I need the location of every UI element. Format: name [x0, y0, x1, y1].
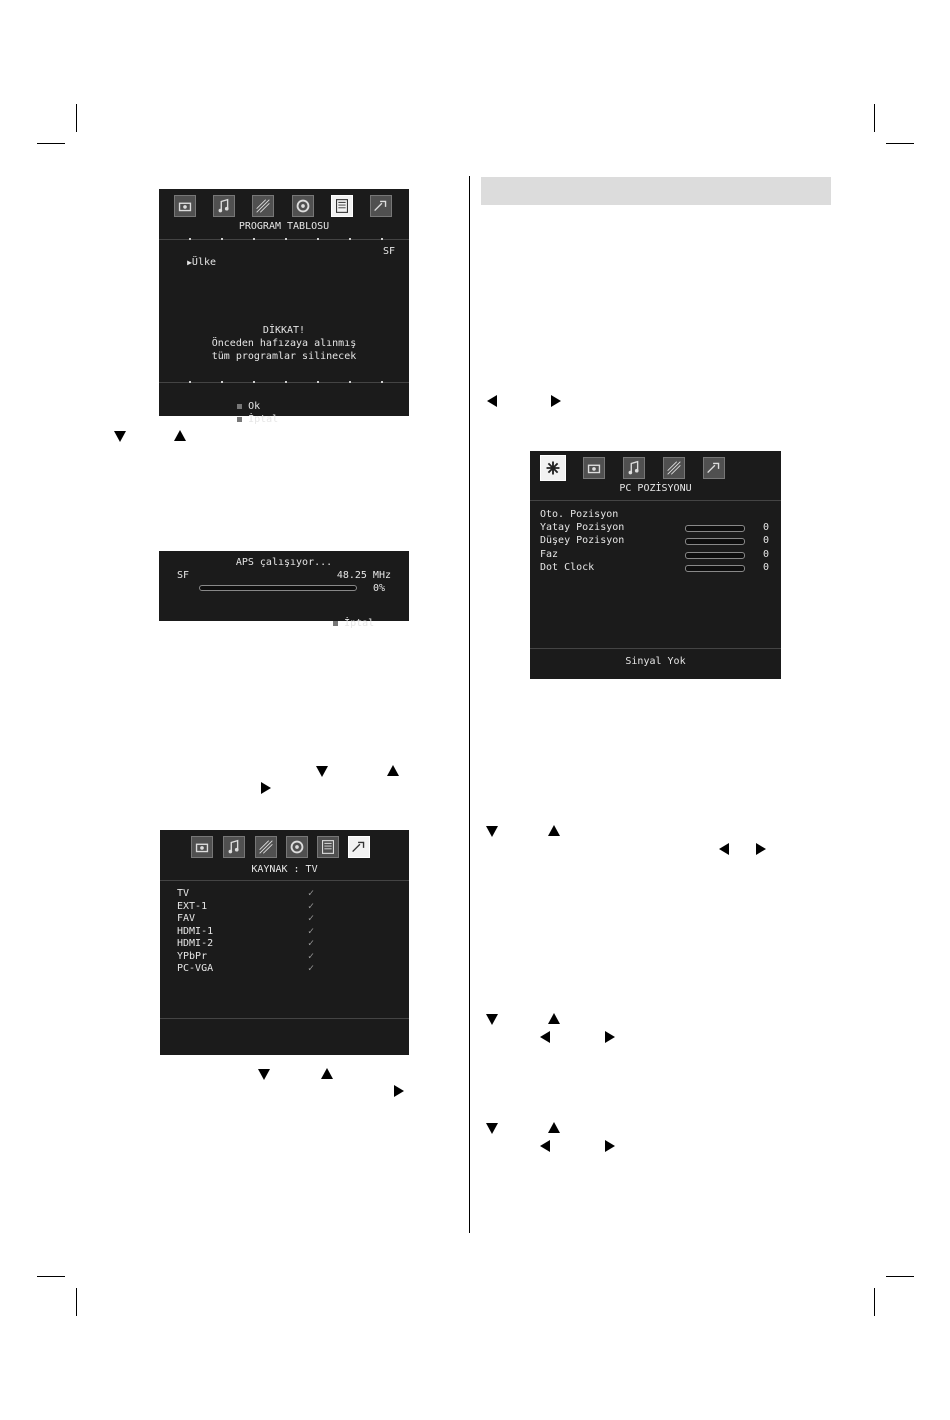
- aps-frequency: 48.25 MHz: [336, 570, 391, 581]
- crop-mark: [874, 1288, 875, 1316]
- left-arrow-icon: [540, 1140, 550, 1152]
- right-arrow-icon: [551, 395, 561, 407]
- sound-icon[interactable]: [223, 836, 245, 858]
- warning-title: DİKKAT!: [262, 325, 306, 336]
- pc-setting-slider[interactable]: [685, 565, 745, 572]
- program-table-screen: [159, 189, 409, 425]
- sound-icon[interactable]: [213, 195, 235, 217]
- crop-mark: [76, 104, 77, 132]
- divider: [530, 500, 781, 502]
- right-arrow-icon: [394, 1085, 404, 1097]
- warning-line-1: Önceden hafızaya alınmış: [211, 338, 357, 349]
- check-icon: ✓: [308, 888, 315, 899]
- right-arrow-icon: [261, 782, 271, 794]
- feature-icon[interactable]: [663, 457, 685, 479]
- source-item[interactable]: EXT-1: [177, 900, 208, 912]
- sound-icon[interactable]: [623, 457, 645, 479]
- country-label: Ülke: [191, 257, 217, 268]
- source-item[interactable]: HDMI-2: [177, 938, 214, 949]
- pc-setting-value: 0: [762, 522, 769, 533]
- pc-setting-slider[interactable]: [685, 538, 745, 545]
- feature-icon[interactable]: [252, 195, 274, 217]
- pc-setting-label[interactable]: Faz: [540, 548, 559, 560]
- country-row[interactable]: [163, 246, 216, 279]
- down-arrow-icon: [316, 766, 328, 777]
- cancel-option[interactable]: İptal: [213, 403, 278, 436]
- source-item[interactable]: PC-VGA: [177, 963, 214, 974]
- right-arrow-icon: [605, 1140, 615, 1152]
- screen-title: KAYNAK : TV: [251, 864, 318, 875]
- picture-icon[interactable]: [583, 457, 605, 479]
- column-divider: [469, 176, 470, 1233]
- source-item[interactable]: YPbPr: [177, 950, 208, 962]
- divider: [159, 239, 409, 241]
- left-arrow-icon: [487, 395, 497, 407]
- program-table-icon[interactable]: [331, 195, 353, 217]
- program-table-icon[interactable]: [317, 836, 339, 858]
- up-arrow-icon: [548, 1013, 560, 1024]
- left-arrow-icon: [719, 843, 729, 855]
- up-arrow-icon: [548, 1122, 560, 1133]
- selection-arrow-icon: ▶: [187, 258, 192, 267]
- crop-mark: [886, 143, 914, 144]
- check-icon: ✓: [308, 913, 315, 924]
- aps-cancel-option[interactable]: İptal: [309, 607, 374, 640]
- feature-icon[interactable]: [255, 836, 277, 858]
- divider: [159, 382, 409, 384]
- divider: [160, 880, 409, 882]
- left-arrow-icon: [540, 1031, 550, 1043]
- pc-setting-label[interactable]: Düşey Pozisyon: [540, 535, 625, 547]
- source-item[interactable]: TV: [177, 888, 190, 899]
- picture-icon[interactable]: [174, 195, 196, 217]
- crop-mark: [37, 143, 65, 144]
- screen-title: PROGRAM TABLOSU: [238, 221, 330, 232]
- up-arrow-icon: [321, 1068, 333, 1079]
- aps-progress-bar: [199, 585, 357, 591]
- down-arrow-icon: [486, 826, 498, 837]
- screen-title: PC POZİSYONU: [619, 483, 692, 494]
- crop-mark: [874, 104, 875, 132]
- aps-progress-text: 0%: [372, 583, 385, 594]
- status-text: Sinyal Yok: [625, 656, 686, 667]
- source-icon[interactable]: [370, 195, 392, 217]
- check-icon: ✓: [308, 900, 315, 912]
- pc-setting-value: 0: [762, 561, 769, 573]
- divider: [530, 648, 781, 650]
- crop-mark: [76, 1288, 77, 1316]
- down-arrow-icon: [114, 431, 126, 442]
- warning-line-2: tüm programlar silinecek: [211, 351, 357, 362]
- right-arrow-icon: [756, 843, 766, 855]
- down-arrow-icon: [486, 1123, 498, 1134]
- check-icon: ✓: [308, 963, 315, 974]
- pc-position-screen: [530, 451, 781, 679]
- crop-mark: [37, 1276, 65, 1277]
- picture-icon[interactable]: [191, 836, 213, 858]
- check-icon: ✓: [308, 925, 315, 937]
- pc-setting-slider[interactable]: [685, 525, 745, 532]
- source-icon[interactable]: [348, 836, 370, 858]
- aps-title: APS çalışıyor...: [235, 557, 333, 568]
- down-arrow-icon: [486, 1014, 498, 1025]
- aps-screen: [159, 551, 409, 629]
- aps-country: SF: [177, 570, 190, 581]
- check-icon: ✓: [308, 950, 315, 962]
- divider: [160, 1018, 409, 1020]
- up-arrow-icon: [548, 825, 560, 836]
- up-arrow-icon: [174, 430, 186, 441]
- check-icon: ✓: [308, 938, 315, 949]
- crop-mark: [886, 1276, 914, 1277]
- pc-setting-label[interactable]: Yatay Pozisyon: [540, 522, 625, 533]
- up-arrow-icon: [387, 765, 399, 776]
- install-icon[interactable]: [286, 836, 308, 858]
- source-item[interactable]: HDMI-1: [177, 925, 214, 937]
- pc-setting-value: 0: [762, 548, 769, 560]
- source-icon[interactable]: [703, 457, 725, 479]
- source-screen: [160, 830, 409, 1055]
- bullet-icon: [333, 621, 338, 626]
- pc-position-icon[interactable]: [540, 455, 566, 481]
- down-arrow-icon: [258, 1069, 270, 1080]
- right-arrow-icon: [605, 1031, 615, 1043]
- ok-option[interactable]: Ok: [213, 390, 260, 423]
- country-value: SF: [382, 246, 395, 257]
- pc-setting-value: 0: [762, 535, 769, 547]
- install-icon[interactable]: [292, 195, 314, 217]
- pc-setting-label[interactable]: Dot Clock: [540, 561, 595, 573]
- auto-position-item[interactable]: Oto. Pozisyon: [540, 509, 619, 520]
- section-header-bar: [481, 177, 831, 205]
- bullet-icon: [237, 417, 242, 422]
- source-item[interactable]: FAV: [177, 913, 196, 924]
- pc-setting-slider[interactable]: [685, 552, 745, 559]
